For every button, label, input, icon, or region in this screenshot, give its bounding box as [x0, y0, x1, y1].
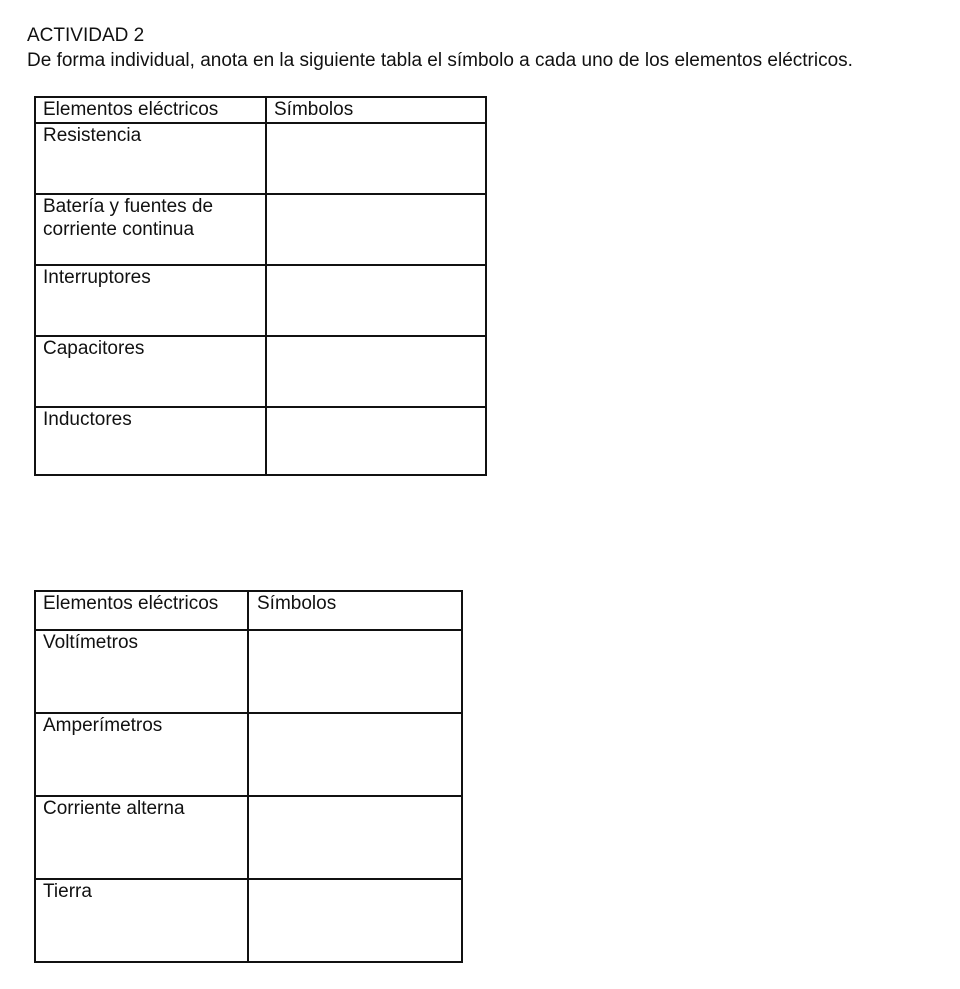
table-row [35, 796, 462, 879]
symbol-cell[interactable] [248, 630, 462, 713]
header-elements: Elementos eléctricos [35, 97, 266, 123]
element-cell: Inductores [35, 407, 266, 475]
table-row [35, 713, 462, 796]
element-cell: Tierra [35, 879, 248, 962]
symbol-cell[interactable] [266, 336, 486, 407]
symbol-cell[interactable] [248, 796, 462, 879]
symbol-cell[interactable] [266, 265, 486, 336]
symbol-cell[interactable] [248, 713, 462, 796]
table-header-row [35, 97, 486, 123]
table-row [35, 123, 486, 194]
symbol-cell[interactable] [266, 123, 486, 194]
element-cell: Batería y fuentes de corriente continua [35, 194, 266, 265]
table-row [35, 630, 462, 713]
table-row [35, 194, 486, 265]
symbol-cell[interactable] [248, 879, 462, 962]
header-symbols: Símbolos [266, 97, 486, 123]
element-cell: Amperímetros [35, 713, 248, 796]
element-cell: Interruptores [35, 265, 266, 336]
table-row [35, 265, 486, 336]
activity-title: ACTIVIDAD 2 [27, 25, 145, 46]
element-cell: Voltímetros [35, 630, 248, 713]
element-cell: Resistencia [35, 123, 266, 194]
header-symbols: Símbolos [248, 591, 462, 630]
table-row [35, 407, 486, 475]
table-row [35, 879, 462, 962]
symbol-cell[interactable] [266, 194, 486, 265]
instructions-text: De forma individual, anota en la siguiente tabla el símbolo a cada uno de los elementos eléctricos. [27, 50, 853, 71]
electrical-elements-table-2 [34, 590, 463, 963]
element-cell: Capacitores [35, 336, 266, 407]
electrical-elements-table-1 [34, 96, 487, 476]
table-header-row [35, 591, 462, 630]
header-elements: Elementos eléctricos [35, 591, 248, 630]
symbol-cell[interactable] [266, 407, 486, 475]
table-row [35, 336, 486, 407]
element-cell: Corriente alterna [35, 796, 248, 879]
